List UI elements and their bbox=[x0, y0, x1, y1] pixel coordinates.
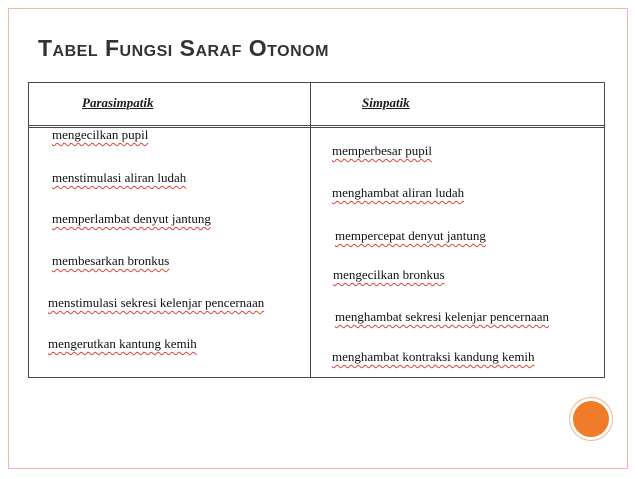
left-cell-2: menstimulasi aliran ludah bbox=[52, 170, 187, 185]
left-cell-5: menstimulasi sekresi kelenjar pencernaan bbox=[48, 295, 265, 310]
decorative-circle bbox=[570, 398, 612, 440]
header-simpatik: Simpatik bbox=[362, 95, 410, 110]
header-parasimpatik: Parasimpatik bbox=[82, 95, 154, 110]
header-divider bbox=[28, 125, 605, 126]
slide-title: Tabel Fungsi Saraf Otonom bbox=[38, 35, 329, 61]
right-cell-5: menghambat sekresi kelenjar pencernaan bbox=[335, 309, 550, 324]
right-cell-6: menghambat kontraksi kandung kemih bbox=[332, 349, 535, 364]
left-cell-3: memperlambat denyut jantung bbox=[52, 211, 211, 226]
right-cell-1: memperbesar pupil bbox=[332, 143, 432, 158]
right-cell-3: mempercepat denyut jantung bbox=[335, 228, 486, 243]
right-cell-4: mengecilkan bronkus bbox=[333, 267, 445, 282]
left-cell-6: mengerutkan kantung kemih bbox=[48, 336, 197, 351]
left-cell-1: mengecilkan pupil bbox=[52, 127, 149, 142]
right-cell-2: menghambat aliran ludah bbox=[332, 185, 465, 200]
left-cell-4: membesarkan bronkus bbox=[52, 253, 170, 268]
